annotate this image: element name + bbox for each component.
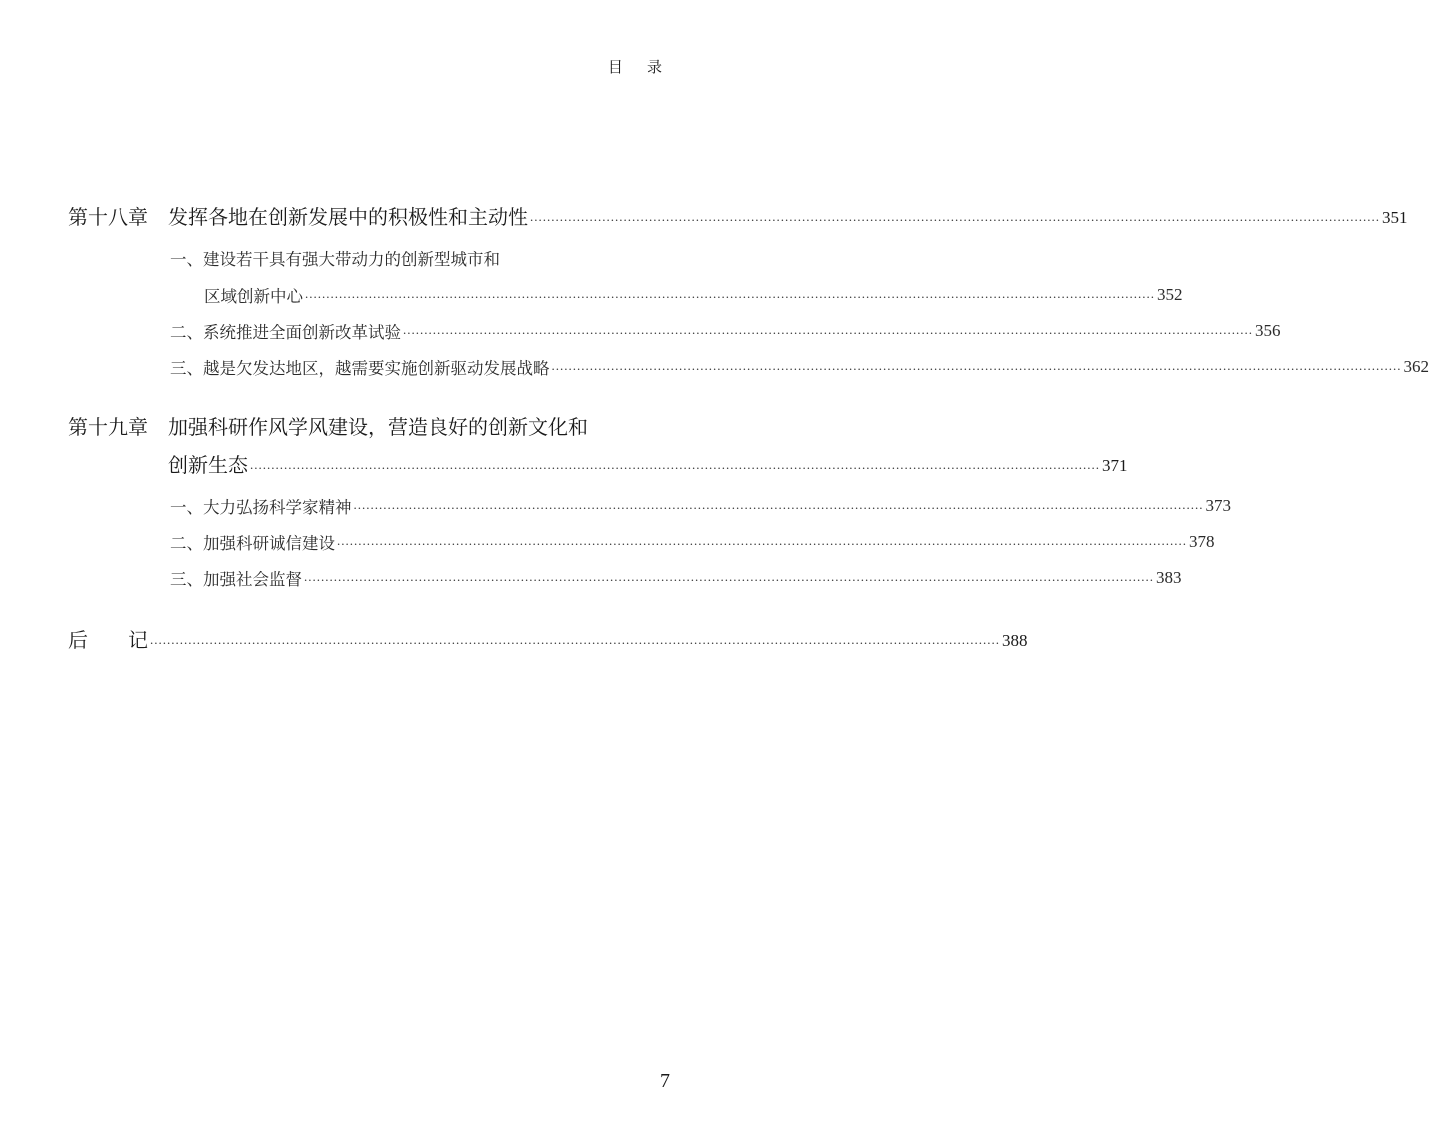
chapter-label: 第十八章 — [68, 207, 148, 229]
dot-leader — [150, 632, 1000, 648]
dot-leader — [337, 533, 1187, 549]
section-title: 二、系统推进全面创新改革试验 — [170, 324, 401, 342]
dot-leader — [530, 209, 1380, 225]
toc-chapter-19-continued[interactable] — [68, 448, 1128, 478]
page-ref: 373 — [1205, 496, 1231, 515]
page-ref: 351 — [1382, 208, 1408, 227]
page-ref: 378 — [1189, 532, 1215, 551]
toc-chapter-19[interactable] — [68, 410, 674, 440]
section-title: 三、越是欠发达地区，越需要实施创新驱动发展战略 — [170, 360, 550, 378]
dot-leader — [304, 569, 1154, 585]
page-ref: 388 — [1002, 631, 1028, 650]
dot-leader — [552, 358, 1402, 374]
page-number: 7 — [660, 1070, 670, 1092]
page-ref: 362 — [1403, 357, 1429, 376]
dot-leader — [305, 286, 1155, 302]
afterword-label: 后 记 — [68, 630, 148, 652]
section-title: 一、大力弘扬科学家精神 — [170, 499, 352, 517]
section-title: 二、加强科研诚信建设 — [170, 535, 335, 553]
page-ref: 352 — [1157, 285, 1183, 304]
toc-chapter-18[interactable] — [68, 200, 1408, 230]
toc-section-continued[interactable] — [68, 277, 1183, 307]
dot-leader — [354, 497, 1204, 513]
section-title: 区域创新中心 — [204, 288, 303, 306]
page-ref: 383 — [1156, 568, 1182, 587]
chapter-title: 发挥各地在创新发展中的积极性和主动性 — [168, 207, 528, 229]
chapter-title: 加强科研作风学风建设，营造良好的创新文化和 — [168, 417, 588, 439]
page-ref: 371 — [1102, 456, 1128, 475]
toc-section[interactable] — [68, 524, 1215, 554]
toc-section[interactable] — [68, 488, 1231, 518]
dot-leader — [403, 322, 1253, 338]
toc-afterword[interactable] — [68, 623, 1028, 653]
section-title: 三、加强社会监督 — [170, 571, 302, 589]
chapter-label: 第十九章 — [68, 417, 148, 439]
toc-section[interactable] — [68, 313, 1281, 343]
running-header: 目 录 — [607, 59, 672, 76]
page-ref: 356 — [1255, 321, 1281, 340]
dot-leader — [250, 457, 1100, 473]
toc-section[interactable] — [68, 560, 1182, 590]
toc-section[interactable] — [68, 240, 776, 270]
chapter-title: 创新生态 — [168, 455, 248, 477]
toc-section[interactable] — [68, 349, 1429, 379]
section-title: 一、建设若干具有强大带动力的创新型城市和 — [170, 251, 500, 269]
